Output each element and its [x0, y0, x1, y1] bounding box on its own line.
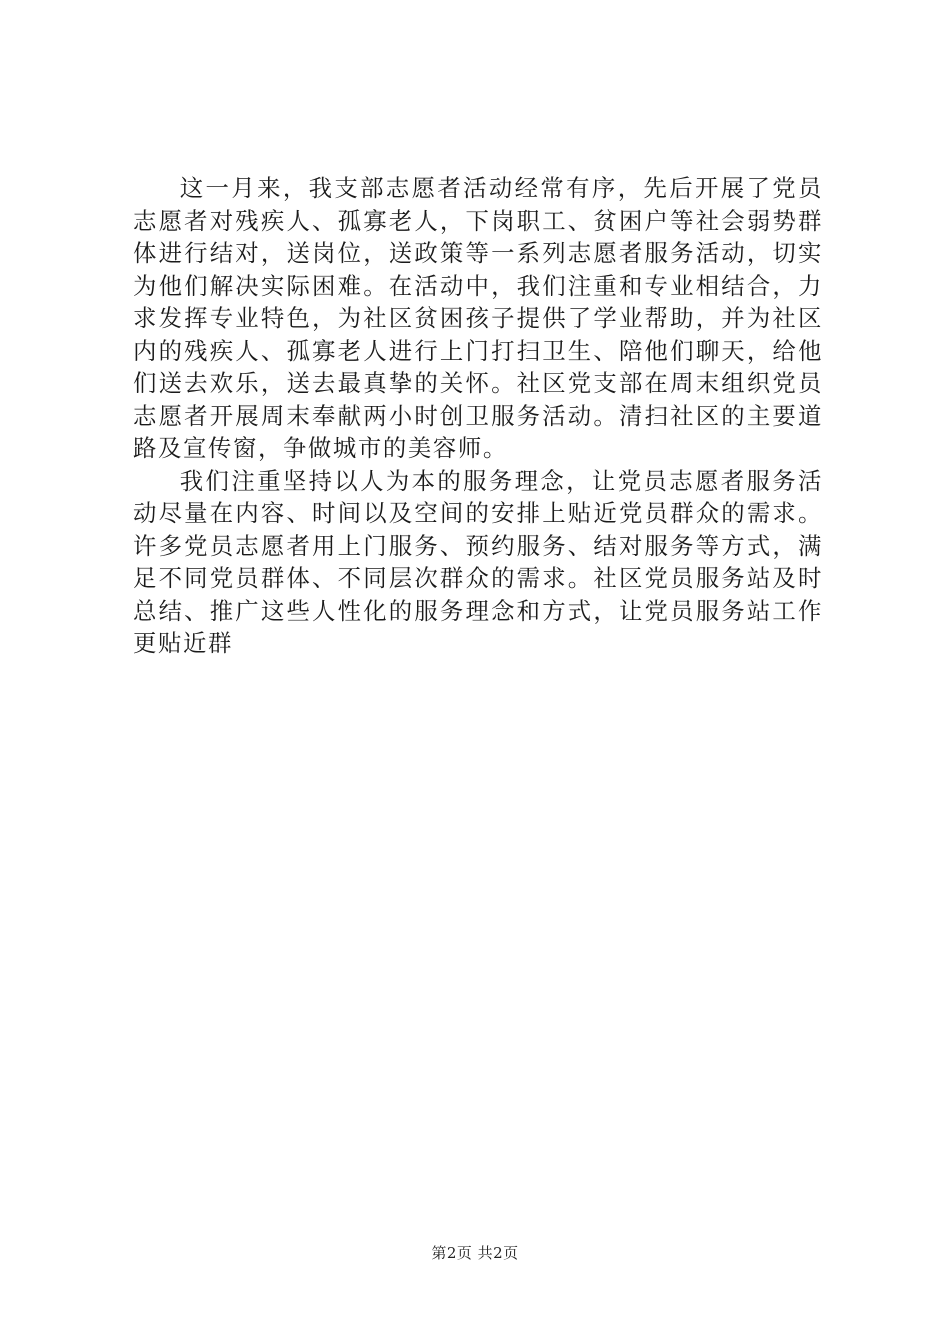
document-body: [133, 172, 823, 660]
paragraph-service-concept: 我们注重坚持以人为本的服务理念，让党员志愿者服务活动尽量在内容、时间以及空间的安排上贴近党员群众的需求。许多党员志愿者用上门服务、预约服务、结对服务等方式，满足不同党员群体、不同层次群众的需求。社区党员服务站及时总结、推广这些人性化的服务理念和方式，让党员服务站工作更贴近群: [133, 466, 823, 657]
page-number-footer: 第2页 共2页: [431, 1244, 519, 1262]
paragraph-volunteer-activities: 这一月来，我支部志愿者活动经常有序，先后开展了党员志愿者对残疾人、孤寡老人，下岗职工、贫困户等社会弱势群体进行结对，送岗位，送政策等一系列志愿者服务活动，切实为他们解决实际困难。在活动中，我们注重和专业相结合，力求发挥专业特色，为社区贫困孩子提供了学业帮助，并为社区内的残疾人、孤寡老人进行上门打扫卫生、陪他们聊天，给他们送去欢乐，送去最真挚的关怀。社区党支部在周末组织党员志愿者开展周末奉献两小时创卫服务活动。清扫社区的主要道路及宣传窗，争做城市的美容师。: [133, 174, 823, 462]
